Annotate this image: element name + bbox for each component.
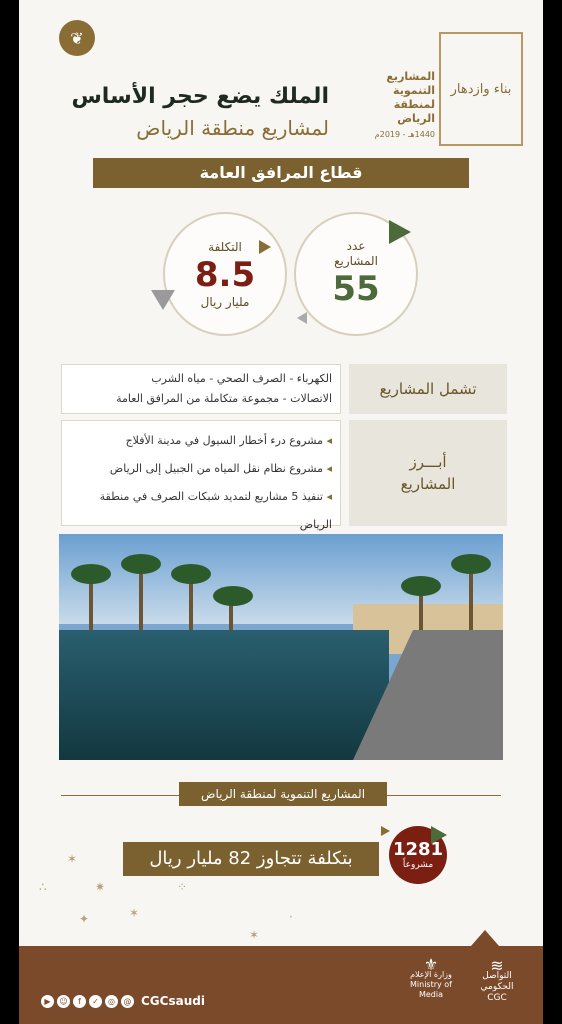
projects-value: 55 [332, 269, 380, 309]
includes-box [61, 364, 341, 414]
sparkle-icon: · [289, 910, 293, 924]
green-triangle-icon [389, 220, 411, 244]
cost-value: 8.5 [194, 254, 256, 295]
palm-frond [71, 564, 111, 584]
cgc-name-ar: التواصل الحكومي [480, 971, 514, 992]
green-triangle-icon [431, 826, 447, 844]
at-icon[interactable]: @ [121, 995, 134, 1008]
includes-label: تشمل المشاريع [349, 364, 507, 414]
cost-unit: مليار ريال [200, 294, 250, 309]
infographic-card [19, 0, 543, 1024]
ministry-name-ar: وزارة الإعلام [410, 970, 452, 979]
palm-frond [121, 554, 161, 574]
top-project-item: ◂ تنفيذ 5 مشاريع لتمديد شبكات الصرف في منطقة الرياض [70, 483, 332, 539]
palm-frond [451, 554, 491, 574]
projects-label-line1: عدد [346, 239, 366, 253]
palm-frond [213, 586, 253, 606]
palm-frond [171, 564, 211, 584]
photo-water [59, 630, 389, 760]
projects-label-line2: المشاريع [334, 254, 378, 268]
headline: الملك يضع حجر الأساس [71, 84, 329, 109]
subheadline: لمشاريع منطقة الرياض [136, 116, 329, 140]
ministry-logo [407, 955, 455, 1000]
palm-swords-emblem-icon: ⚜ [423, 955, 439, 974]
sparkle-icon: ∴ [39, 880, 47, 894]
cost-label: التكلفة [208, 239, 242, 254]
top-project-item: ◂ مشروع درء أخطار السيول في مدينة الأفلاج [70, 427, 332, 455]
grey-down-triangle-icon [151, 290, 175, 310]
sparkle-icon: ⁘ [177, 880, 188, 894]
social-handle[interactable]: CGCsaudi [141, 994, 205, 1008]
youtube-icon[interactable]: ▶ [41, 995, 54, 1008]
instagram-icon[interactable]: ◎ [105, 995, 118, 1008]
projects-label [334, 239, 378, 269]
includes-line1: الكهرباء - الصرف الصحي - مياه الشرب [151, 372, 332, 385]
gold-triangle-icon [381, 826, 390, 836]
cgc-logo [465, 956, 529, 1004]
waterfront-photo [59, 534, 503, 760]
total-projects-label: مشروعاً [402, 860, 434, 870]
palm-frond [401, 576, 441, 596]
cost-circle [163, 212, 287, 336]
cgc-name-en: CGC [487, 993, 507, 1003]
ministry-name-en: Ministry of Media [410, 980, 452, 999]
sector-title-bar: قطاع المرافق العامة [93, 158, 469, 188]
top-projects-label [349, 420, 507, 526]
cgc-wave-icon: ≋ [490, 956, 504, 975]
gold-triangle-icon [259, 240, 271, 254]
snapchat-icon[interactable]: ☺ [57, 995, 70, 1008]
logo-date: 1440هـ - 2019م [374, 130, 435, 139]
logo-mark: بناء وازدهار [439, 32, 523, 146]
footer-notch [471, 930, 499, 946]
total-cost-bar: بتكلفة تتجاوز 82 مليار ريال [123, 842, 379, 876]
facebook-icon[interactable]: f [73, 995, 86, 1008]
sparkle-icon: ✶ [67, 852, 78, 866]
sparkle-icon: ✷ [95, 880, 106, 894]
development-projects-bar: المشاريع التنموية لمنطقة الرياض [179, 782, 387, 806]
top-projects-label-line1: أبـــرز [409, 453, 447, 471]
sparkle-icon: ✶ [249, 928, 260, 942]
top-projects-box [61, 420, 341, 531]
leaf-badge-icon: ❦ [59, 20, 95, 56]
top-projects-label-line2: المشاريع [400, 475, 456, 493]
top-project-item: ◂ مشروع نظام نقل المياه من الجبيل إلى الرياض [70, 455, 332, 483]
campaign-logo [353, 32, 523, 142]
social-links [41, 994, 205, 1008]
grey-triangle-icon [297, 312, 307, 324]
includes-line2: الاتصالات - مجموعة متكاملة من المرافق العامة [116, 392, 332, 405]
logo-text: المشاريع التنموية لمنطقة الرياض [386, 70, 435, 125]
sparkle-icon: ✶ [129, 906, 140, 920]
twitter-icon[interactable]: ✓ [89, 995, 102, 1008]
total-projects-value: 1281 [392, 839, 444, 860]
sparkle-icon: ✦ [79, 912, 90, 926]
